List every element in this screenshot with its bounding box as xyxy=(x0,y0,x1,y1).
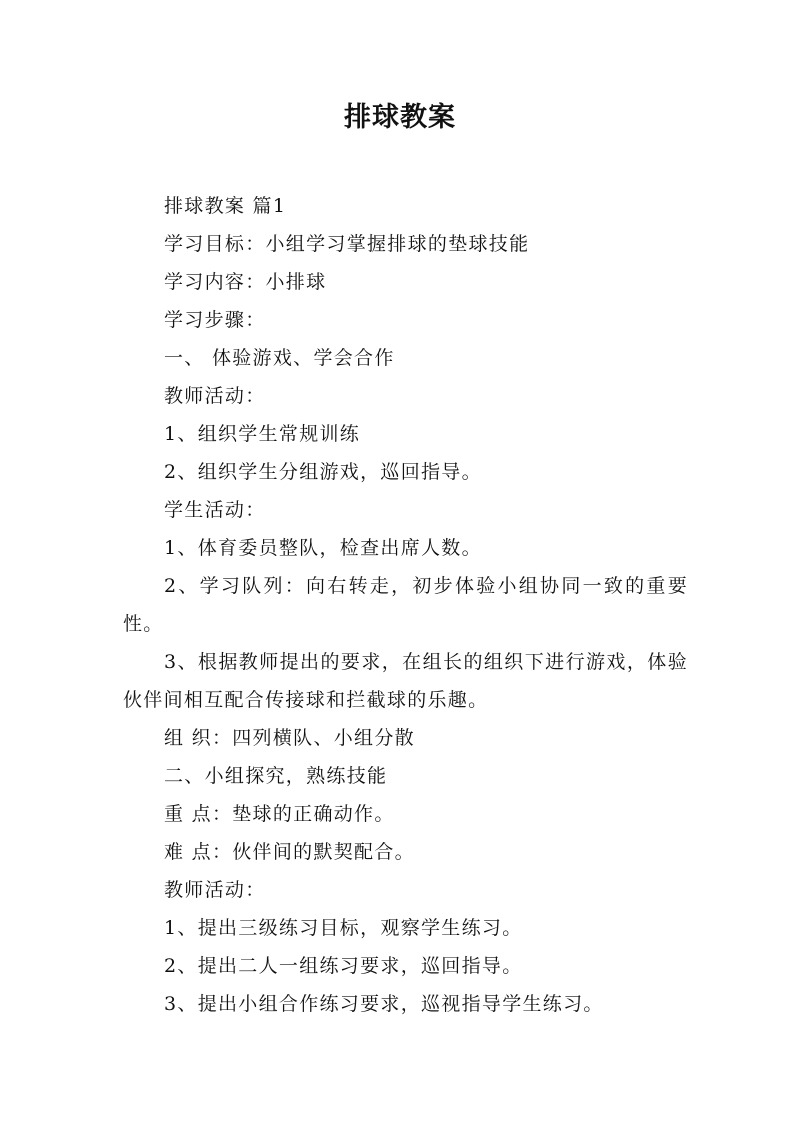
student-activity-item: 3、根据教师提出的要求，在组长的组织下进行游戏，体验伙伴间相互配合传接球和拦截球的乐趣。 xyxy=(123,651,688,711)
student-activity-item: 1、体育委员整队，检查出席人数。 xyxy=(164,537,482,559)
teacher-activity-item: 1、组织学生常规训练 xyxy=(164,423,361,445)
learning-content: 学习内容：小排球 xyxy=(164,271,327,293)
student-activity-item: 2、学习队列：向右转走，初步体验小组协同一致的重要性。 xyxy=(123,575,688,635)
key-point-line: 重 点：垫球的正确动作。 xyxy=(164,803,395,825)
section-heading: 排球教案 篇1 xyxy=(164,195,287,217)
teacher-activity-item: 3、提出小组合作练习要求，巡视指导学生练习。 xyxy=(164,993,604,1015)
learning-goal: 学习目标：小组学习掌握排球的垫球技能 xyxy=(164,233,530,255)
difficulty-line: 难 点：伙伴间的默契配合。 xyxy=(164,841,415,863)
document-title: 排球教案 xyxy=(344,102,456,133)
learning-steps-label: 学习步骤： xyxy=(164,309,266,331)
teacher-activity-label: 教师活动： xyxy=(164,385,266,407)
student-activity-label: 学生活动： xyxy=(164,499,266,521)
step-one-heading: 一、 体验游戏、学会合作 xyxy=(164,347,395,369)
teacher-activity-item: 2、组织学生分组游戏，巡回指导。 xyxy=(164,461,482,483)
teacher-activity-item: 1、提出三级练习目标，观察学生练习。 xyxy=(164,917,523,939)
organization-line: 组 织：四列横队、小组分散 xyxy=(164,727,415,749)
teacher-activity-item: 2、提出二人一组练习要求，巡回指导。 xyxy=(164,955,523,977)
step-two-heading: 二、小组探究，熟练技能 xyxy=(164,765,388,787)
teacher-activity-label: 教师活动： xyxy=(164,879,266,901)
document-body xyxy=(123,187,688,1023)
